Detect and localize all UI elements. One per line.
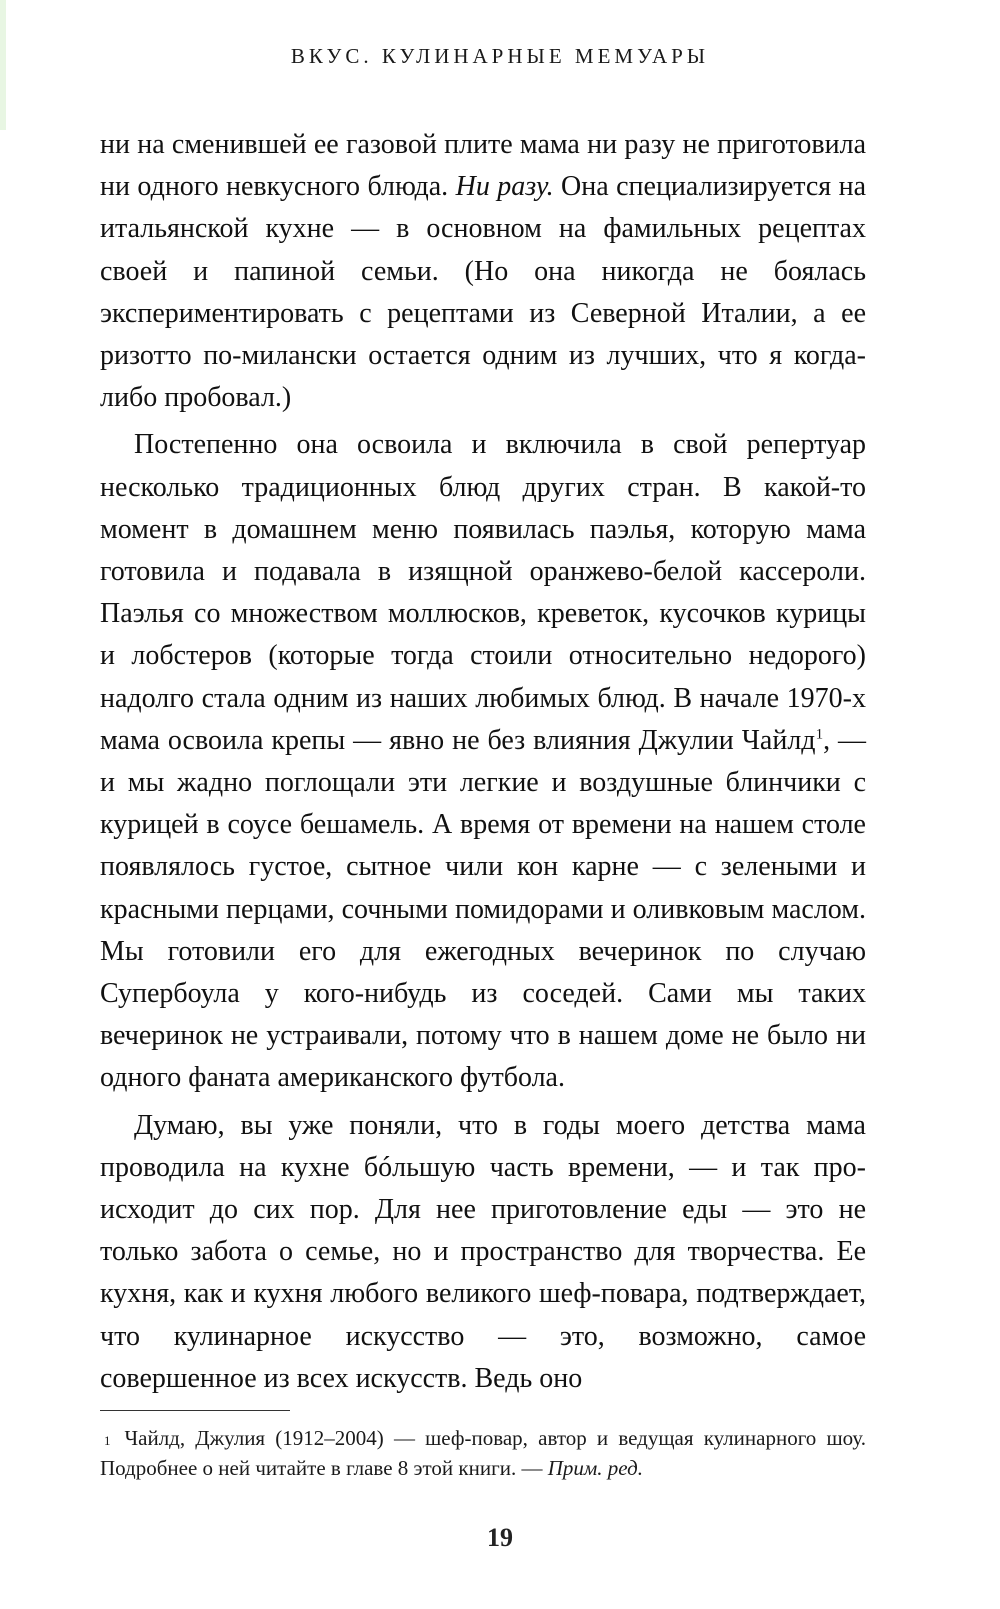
paragraph-text: Думаю, вы уже поняли, что в годы моего детства мама проводила на кухне бóльшую часть времени, — и так происходит до сих пор. Для нее приготовление еды — это не только забота о семье, но и пространство для творчества. Ее кухня, как и кухня любого великого шеф-повара, подтверждает, что кулинарное искусство — это, возможно, самое совершенное из всех искусств. Ведь оно [100,1109,866,1394]
emphasis-text: Ни разу. [455,171,554,203]
running-head: ВКУС. КУЛИНАРНЫЕ МЕМУАРЫ [290,44,710,68]
paragraph-text: , — и мы жадно поглощали эти легкие и воздушные блинчики с курицей в соусе бешамель. А время от времени на нашем столе появлялось густое, сытное чили кон карне — с зелеными и красными перцами, сочными помидорами и оливковым маслом. Мы готовили его для ежегодных вечеринок по случаю Супербоула у кого-нибудь из соседей. Сами мы таких вечеринок не устраивали, потому что в нашем доме не было ни одного фаната американского футбола. [100,724,867,1094]
paragraph-text: Она специализируется на итальянской кухне — в основном на фамильных рецептах своей и папиной семьи. (Но она никогда не боялась экспериментировать с рецептами из Северной Италии, а ее ризотто по-милански остается одним из лучших, что я когда-либо пробовал.) [100,171,866,414]
footnote-divider [100,1410,290,1411]
paragraph-1 [100,124,866,419]
footnote-number: 1 [104,1433,111,1448]
footnote [100,1423,866,1483]
footnote-reference[interactable]: 1 [815,726,824,743]
main-text [100,124,866,1400]
paragraph-2 [100,424,866,1099]
paragraph-text: ни на сменившей ее газовой плите мама ни разу не приготовила ни одного невкусного блюда. [100,129,866,203]
footnote-editor-note: Прим. ред. [547,1456,643,1480]
page-number: 19 [487,1523,513,1552]
footnote-text: Чайлд, Джулия (1912–2004) — шеф-повар, автор и ведущая кулинарного шоу. Подробнее о ней читайте в главе 8 этой книги. — [100,1426,866,1480]
paragraph-text: Постепенно она освоила и включила в свой репертуар несколько традиционных блюд других стран. В какой-то момент в домашнем меню появилась паэлья, которую мама готовила и подавала в изящной оранжево-белой кассероли. Паэлья со множеством моллюсков, креветок, кусочков курицы и лобстеров (которые тогда стоили относительно недорого) надолго стала одним из наших любимых блюд. В начале 1970-х мама освоила крепы — явно не без влияния Джулии Чайлд [100,429,866,756]
paragraph-3 [100,1105,866,1400]
